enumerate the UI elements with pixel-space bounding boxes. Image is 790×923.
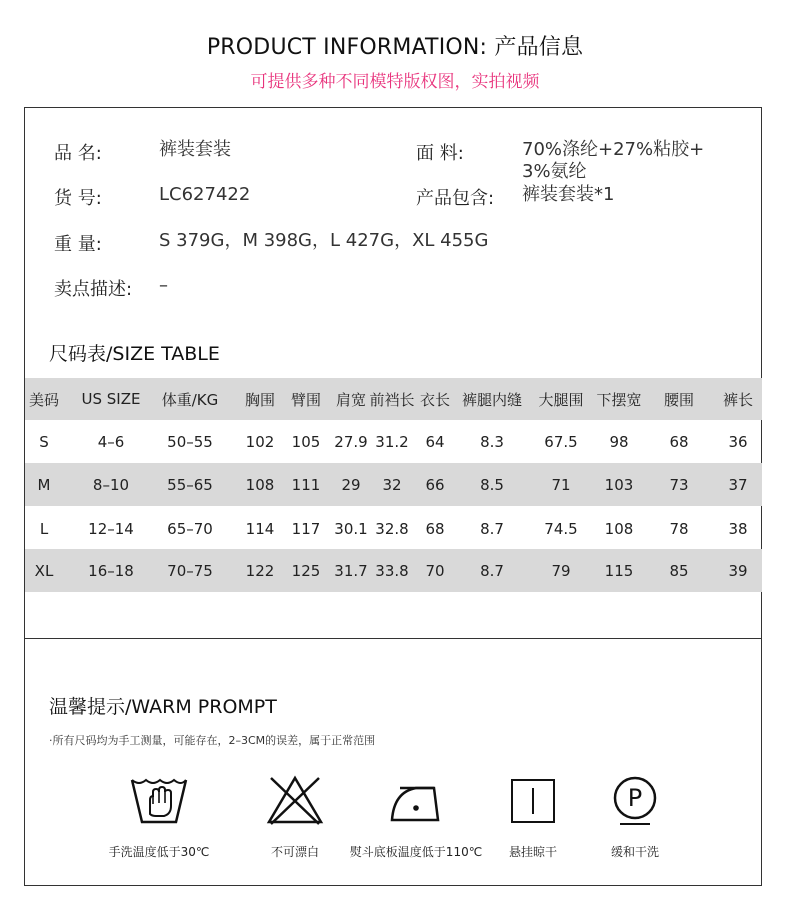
warm-prompt-note: ·所有尺码均为手工测量，可能存在，2–3CM的误差，属于正常范围 <box>49 734 376 747</box>
table-cell: 108 <box>245 475 275 494</box>
table-cell: 98 <box>609 432 629 451</box>
table-cell: 68 <box>669 432 689 451</box>
table-cell: 16–18 <box>88 561 134 580</box>
warm-prompt-heading: 温馨提示/WARM PROMPT <box>49 696 277 718</box>
fabric-label: 面 料: <box>416 143 464 164</box>
table-cell: 114 <box>245 519 275 538</box>
table-cell: 108 <box>604 519 634 538</box>
table-cell: 103 <box>604 475 634 494</box>
table-cell: 36 <box>728 432 748 451</box>
table-cell: 8–10 <box>92 475 130 494</box>
table-cell: 30.1 <box>334 519 368 538</box>
sku-value: LC627422 <box>159 184 251 205</box>
page-subtitle: 可提供多种不同模特版权图，实拍视频 <box>250 72 540 92</box>
table-row <box>25 420 762 463</box>
table-cell: 32 <box>382 475 402 494</box>
table-cell: 55–65 <box>167 475 213 494</box>
table-header-cell: 裤长 <box>722 390 753 409</box>
table-cell: 4–6 <box>97 432 125 451</box>
section-divider <box>24 638 762 639</box>
care-label-iron: 熨斗底板温度低于110℃ <box>349 845 483 859</box>
table-row <box>25 463 762 506</box>
name-label: 品 名: <box>54 143 102 164</box>
table-row <box>25 549 762 592</box>
table-cell: 64 <box>425 432 445 451</box>
table-cell: 8.7 <box>480 561 504 580</box>
table-cell: 67.5 <box>544 432 578 451</box>
table-cell: 66 <box>425 475 445 494</box>
table-cell: 39 <box>728 561 748 580</box>
table-cell: 111 <box>291 475 321 494</box>
table-cell: 68 <box>425 519 445 538</box>
table-header-cell: 臂围 <box>290 390 321 409</box>
care-label-hang-dry: 悬挂晾干 <box>508 845 558 859</box>
contents-value: 裤装套装*1 <box>522 184 615 205</box>
hang-dry-icon <box>508 772 558 832</box>
table-header-row <box>25 378 762 420</box>
table-cell: 73 <box>669 475 689 494</box>
table-cell: 8.5 <box>480 475 504 494</box>
no-bleach-icon <box>265 772 325 832</box>
table-header-cell: 体重/KG <box>161 390 219 409</box>
care-label-dry-clean: 缓和干洗 <box>610 845 660 859</box>
table-row <box>25 507 762 550</box>
table-cell: 12–14 <box>88 519 134 538</box>
care-label-no-bleach: 不可漂白 <box>270 845 320 859</box>
sku-label: 货 号: <box>54 188 102 209</box>
table-cell: 37 <box>728 475 748 494</box>
table-cell: 31.7 <box>334 561 368 580</box>
iron-icon <box>386 772 446 832</box>
table-header-cell: US SIZE <box>81 390 141 408</box>
table-cell: 79 <box>551 561 571 580</box>
table-cell: 71 <box>551 475 571 494</box>
table-cell: 8.3 <box>480 432 504 451</box>
contents-label: 产品包含: <box>416 188 495 209</box>
fabric-value-line2: 3%氨纶 <box>522 161 587 182</box>
table-header-cell: 裤腿内缝 <box>461 390 522 409</box>
selling-points-value: – <box>159 275 168 296</box>
name-value: 裤装套装 <box>159 139 231 160</box>
table-header-cell: 美码 <box>28 390 59 409</box>
table-header-cell: 下摆宽 <box>596 390 642 409</box>
table-cell: 32.8 <box>375 519 409 538</box>
table-cell: 65–70 <box>167 519 213 538</box>
dry-clean-letter: P <box>627 784 643 812</box>
table-cell: 78 <box>669 519 689 538</box>
table-cell: 27.9 <box>334 432 368 451</box>
table-cell: XL <box>34 561 54 580</box>
table-header-cell: 前裆长 <box>369 390 415 409</box>
table-cell: 122 <box>245 561 275 580</box>
care-label-hand-wash: 手洗温度低于30℃ <box>108 845 210 859</box>
table-cell: L <box>39 519 49 538</box>
page-title: PRODUCT INFORMATION: 产品信息 <box>206 35 584 60</box>
table-header-cell: 腰围 <box>663 390 694 409</box>
table-cell: 31.2 <box>375 432 409 451</box>
table-cell: 105 <box>291 432 321 451</box>
table-cell: 38 <box>728 519 748 538</box>
table-cell: S <box>39 432 49 451</box>
table-cell: 50–55 <box>167 432 213 451</box>
selling-points-label: 卖点描述: <box>54 279 133 300</box>
table-cell: 115 <box>604 561 634 580</box>
dry-clean-p-icon <box>610 772 660 832</box>
table-cell: 70–75 <box>167 561 213 580</box>
hand-wash-icon <box>128 772 190 832</box>
table-cell: 117 <box>291 519 321 538</box>
table-cell: 74.5 <box>544 519 578 538</box>
table-header-cell: 肩宽 <box>335 390 366 409</box>
weight-value: S 379G，M 398G，L 427G，XL 455G <box>159 230 489 251</box>
table-cell: 70 <box>425 561 445 580</box>
table-cell: M <box>37 475 51 494</box>
table-header-cell: 胸围 <box>244 390 275 409</box>
table-header-cell: 衣长 <box>419 390 450 409</box>
table-cell: 29 <box>341 475 361 494</box>
table-cell: 85 <box>669 561 689 580</box>
size-table-heading: 尺码表/SIZE TABLE <box>49 343 220 365</box>
weight-label: 重 量: <box>54 234 102 255</box>
fabric-value-line1: 70%涤纶+27%粘胶+ <box>522 139 705 160</box>
table-cell: 33.8 <box>375 561 409 580</box>
table-cell: 102 <box>245 432 275 451</box>
table-cell: 8.7 <box>480 519 504 538</box>
table-header-cell: 大腿围 <box>538 390 584 409</box>
table-cell: 125 <box>291 561 321 580</box>
